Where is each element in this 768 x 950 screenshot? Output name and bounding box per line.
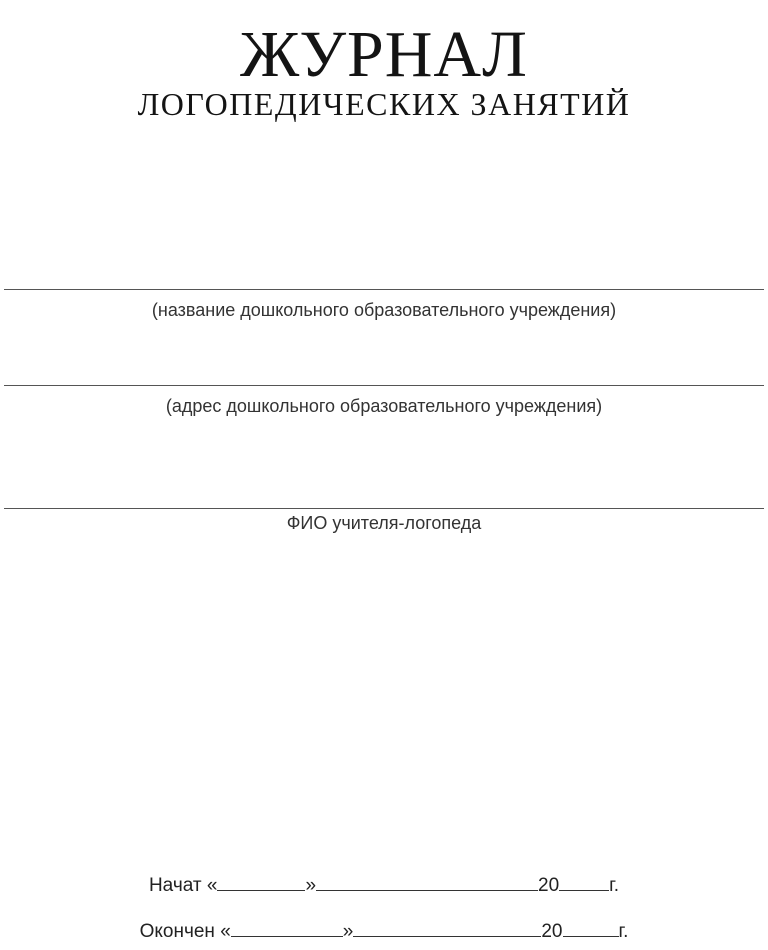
end-year-blank[interactable]	[563, 920, 619, 937]
end-date-label: Окончен	[139, 921, 215, 942]
teacher-name-line[interactable]	[4, 508, 764, 509]
journal-title: ЖУРНАЛ	[240, 18, 528, 91]
start-month-blank[interactable]	[316, 874, 538, 891]
end-year-suffix: г.	[618, 921, 629, 942]
end-open-quote: «	[220, 921, 231, 942]
start-year-suffix: г.	[609, 875, 620, 896]
start-day-blank[interactable]	[217, 874, 305, 891]
institution-name-caption: (название дошкольного образовательного учреждения)	[151, 300, 617, 320]
teacher-name-caption: ФИО учителя-логопеда	[286, 513, 482, 533]
end-day-blank[interactable]	[231, 920, 343, 937]
start-century: 20	[538, 875, 560, 896]
institution-name-line[interactable]	[4, 289, 764, 290]
start-date-label: Начат	[148, 875, 202, 896]
end-month-blank[interactable]	[353, 920, 541, 937]
start-close-quote: »	[305, 875, 317, 896]
institution-address-caption: (адрес дошкольного образовательного учреждения)	[165, 396, 603, 416]
end-date-row	[0, 920, 768, 944]
institution-address-line[interactable]	[4, 385, 764, 386]
start-date-row	[0, 874, 768, 898]
start-open-quote: «	[206, 875, 218, 896]
journal-subtitle: ЛОГОПЕДИЧЕСКИХ ЗАНЯТИЙ	[137, 86, 631, 122]
end-century: 20	[541, 921, 563, 942]
end-close-quote: »	[342, 921, 354, 942]
start-year-blank[interactable]	[559, 874, 609, 891]
